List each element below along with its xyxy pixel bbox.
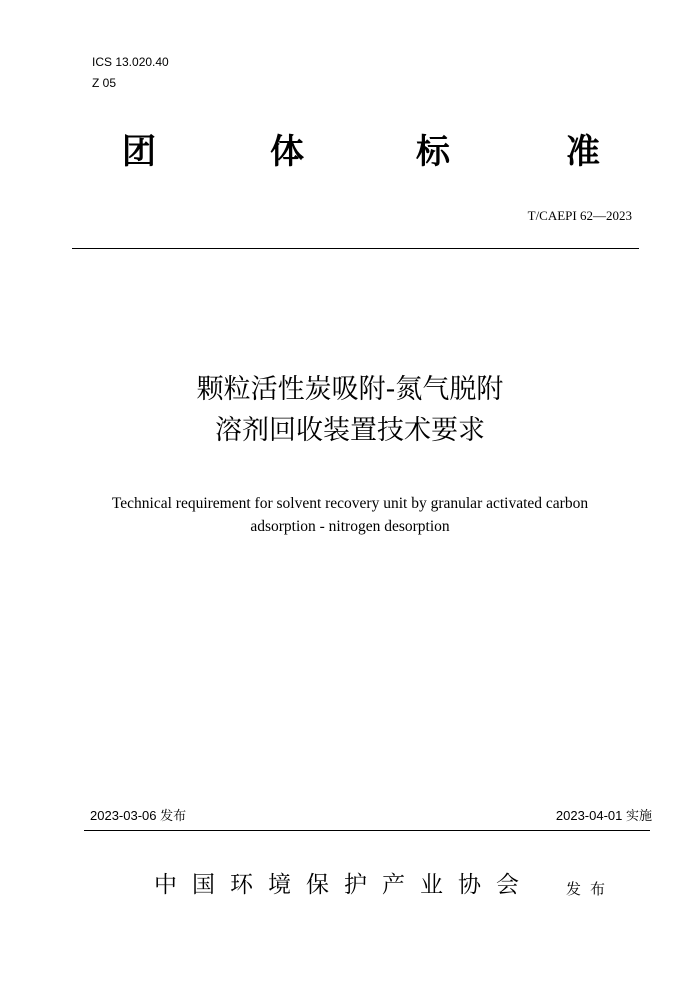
footer-divider	[84, 830, 650, 831]
issue-label	[0, 878, 700, 902]
standard-type-heading	[0, 130, 700, 178]
issue-label-char: 布	[590, 880, 606, 898]
issuer-org-char: 产	[382, 872, 405, 898]
publish-date: 2023-03-06 发布	[90, 808, 187, 823]
header-divider	[72, 248, 639, 249]
title-en-line1: Technical requirement for solvent recovery unit by granular activated carbon	[111, 495, 589, 512]
issuer-org-char: 国	[192, 872, 215, 898]
implement-date: 2023-04-01 实施	[555, 808, 652, 823]
issuer-org-char: 保	[306, 872, 329, 898]
issuer-org-char: 境	[268, 872, 291, 898]
issuer-org-char: 协	[458, 872, 481, 898]
classification-code: Z 05	[92, 76, 117, 90]
issuer-org-char: 环	[230, 872, 253, 898]
issuer-org-char: 会	[496, 872, 519, 898]
title-cn-line2: 溶剂回收装置技术要求	[215, 415, 485, 446]
standard-type-char: 体	[270, 132, 304, 172]
standard-number: T/CAEPI 62—2023	[527, 208, 632, 223]
standard-type-char: 准	[566, 132, 600, 172]
standard-type-char: 标	[416, 132, 450, 172]
issuer-org-char: 业	[420, 872, 443, 898]
issuer-org-char: 护	[344, 872, 367, 898]
standard-type-char: 团	[122, 132, 156, 172]
title-en-line2: adsorption - nitrogen desorption	[250, 518, 450, 535]
issuer-org-char: 中	[154, 872, 177, 898]
ics-code: ICS 13.020.40	[92, 55, 169, 69]
issue-label-char: 发	[566, 880, 582, 898]
title-cn-line1: 颗粒活性炭吸附-氮气脱附	[196, 374, 504, 405]
